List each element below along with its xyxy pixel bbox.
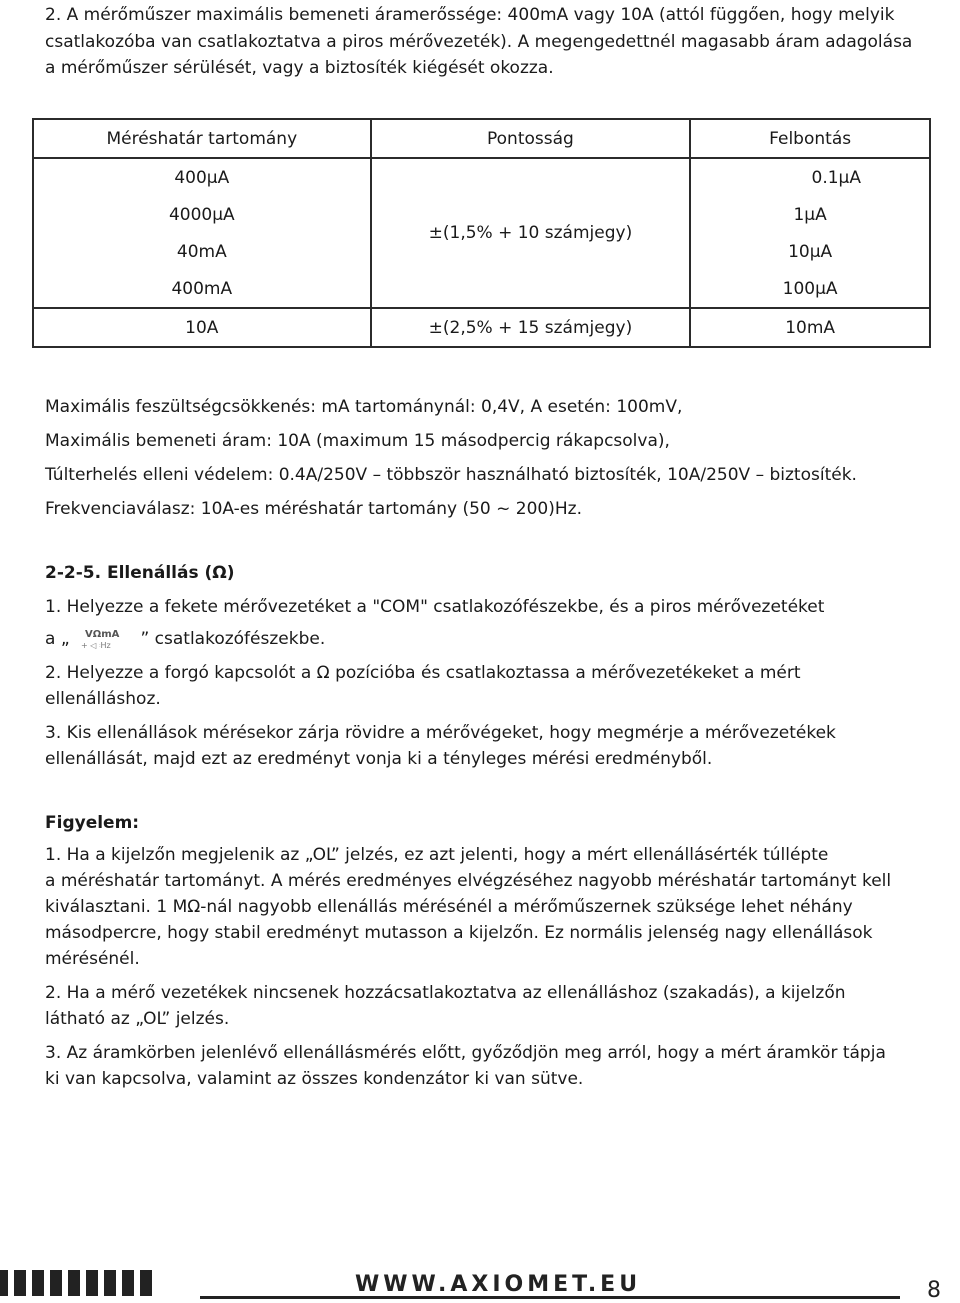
notice-1-line: a méréshatár tartományt. A mérés eredményes elvégzéséhez nagyobb méréshatár tartományt kell [45,871,892,891]
vomega-ma-jack-icon [79,627,131,651]
step-1-line: 1. Helyezze a fekete mérővezetéket a "COM" csatlakozófészekbe, és a piros mérővezetéket [45,597,825,617]
section-heading: 2-2-5. Ellenállás (Ω) [45,563,235,583]
step-2-line: ellenálláshoz. [45,689,161,709]
spec-line: Frekvenciaválasz: 10A-es méréshatár tartomány (50 ~ 200)Hz. [45,499,582,519]
accuracy-cell: ±(2,5% + 15 számjegy) [371,308,691,347]
footer-url: WWW.AXIOMET.EU [355,1272,642,1297]
resolution-cell: 10mA [690,308,930,347]
intro-line: a mérőműszer sérülését, vagy a biztosíték kiégését okozza. [45,58,554,78]
accuracy-cell-merged: ±(1,5% + 10 számjegy) [371,158,691,308]
header-range: Méréshatár tartomány [33,119,371,158]
resolution-cell: 100μA [690,270,930,308]
notice-2-line: 2. Ha a mérő vezetékek nincsenek hozzácsatlakoztatva az ellenálláshoz (szakadás), a kijelzőn [45,983,846,1003]
intro-paragraph [45,2,925,82]
spec-line: Túlterhelés elleni védelem: 0.4A/250V – többször használható biztosíték, 10A/250V – biztosíték. [45,465,857,485]
range-cell: 400μA [33,158,371,196]
header-resolution: Felbontás [690,119,930,158]
step-3-line: ellenállását, majd ezt az eredményt vonja ki a tényleges mérési eredményből. [45,749,713,769]
notice-1-line: másodpercre, hogy stabil eredményt mutasson a kijelzőn. Ez normális jelenség nagy ellenállások [45,923,873,943]
notice-1-line: mérésénél. [45,949,140,969]
notice-1-line: kiválasztani. 1 MΩ-nál nagyobb ellenállás mérésénél a mérőműszernek szüksége lehet néhány [45,897,853,917]
step-3-line: 3. Kis ellenállások mérésekor zárja rövidre a mérővégeket, hogy megmérje a mérővezetékek [45,723,836,743]
svg-text:VΩmA: VΩmA [85,629,120,640]
notice-2-line: látható az „OL” jelzés. [45,1009,230,1029]
step-1-line [45,626,925,652]
spec-line: Maximális bemeneti áram: 10A (maximum 15 másodpercig rákapcsolva), [45,431,670,451]
intro-line: csatlakozóba van csatlakoztatva a piros mérővezeték). A megengedettnél magasabb áram adagolása [45,31,913,52]
spec-lines [45,390,925,526]
header-accuracy: Pontosság [371,119,691,158]
step-2-line: 2. Helyezze a forgó kapcsolót a Ω pozícióba és csatlakoztassa a mérővezetékeket a mért [45,663,801,683]
step-1-prefix: a „ [45,629,70,649]
range-cell: 10A [33,308,371,347]
notice-1-line: 1. Ha a kijelzőn megjelenik az „OL” jelzés, ez azt jelenti, hogy a mért ellenállásérték túllépte [45,845,829,865]
spec-line: Maximális feszültségcsökkenés: mA tartománynál: 0,4V, A esetén: 100mV, [45,397,683,417]
resolution-cell: 0.1μA [690,158,930,196]
notice-3-line: 3. Az áramkörben jelenlévő ellenállásmérés előtt, győződjön meg arról, hogy a mért áramkör tápja [45,1043,886,1063]
resistance-section [45,560,925,1092]
range-cell: 400mA [33,270,371,308]
notice-heading: Figyelem: [45,813,140,833]
measurement-range-table [32,118,931,348]
svg-text:+ ◁ 𝄈Hz: + ◁ 𝄈Hz [81,641,111,650]
footer-bars-decoration [0,1270,200,1296]
page-number: 8 [927,1278,941,1303]
step-1-suffix: ” csatlakozófészekbe. [140,629,326,649]
range-cell: 4000μA [33,196,371,233]
intro-line: 2. A mérőműszer maximális bemeneti áramerőssége: 400mA vagy 10A (attól függően, hogy melyik [45,5,895,25]
range-cell: 40mA [33,233,371,270]
resolution-cell: 1μA [690,196,930,233]
resolution-cell: 10μA [690,233,930,270]
notice-3-line: ki van kapcsolva, valamint az összes kondenzátor ki van sütve. [45,1069,584,1089]
